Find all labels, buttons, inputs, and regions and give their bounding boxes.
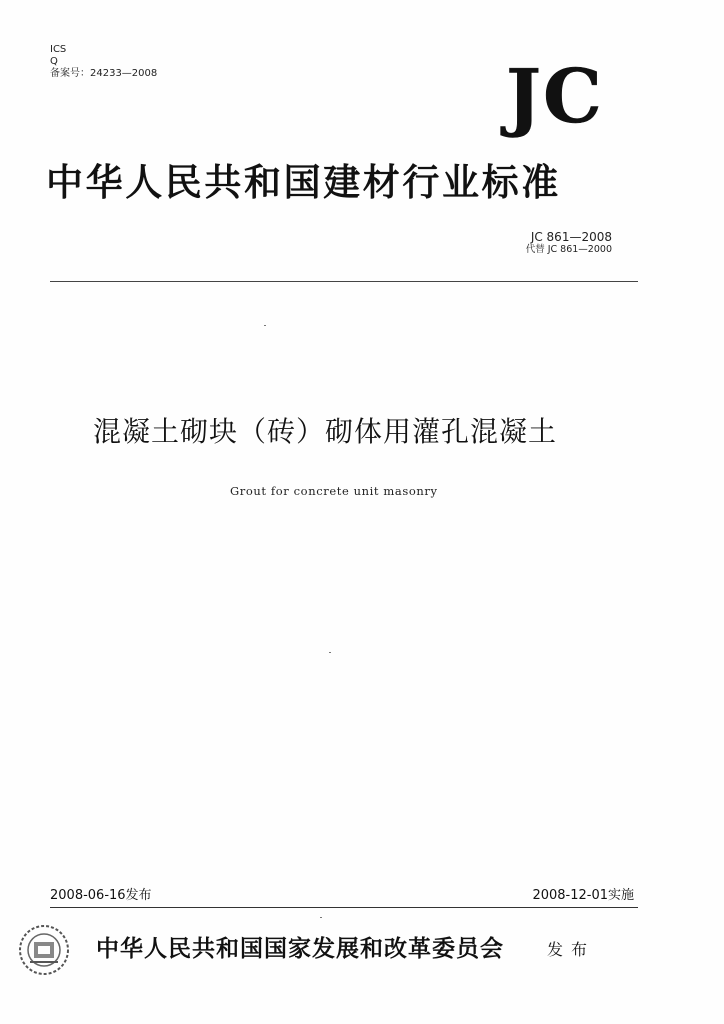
replaces-standard: 代替 JC 861—2000 xyxy=(525,244,612,255)
document-title-chinese: 混凝土砌块（砖）砌体用灌孔混凝土 xyxy=(93,415,558,448)
standard-category-title: 中华人民共和国建材行业标准 xyxy=(46,160,561,204)
issuer-seal-icon xyxy=(16,922,72,978)
record-number: 备案号：24233—2008 xyxy=(50,68,158,79)
document-title-english: Grout for concrete unit masonry xyxy=(230,484,438,498)
bottom-divider xyxy=(50,907,638,908)
scan-speck xyxy=(320,917,322,918)
issuer-publish-label: 发布 xyxy=(547,940,596,959)
jc-logo: JC xyxy=(506,54,604,140)
classification-block xyxy=(50,44,157,80)
implementation-date: 2008-12-01实施 xyxy=(532,888,634,903)
top-divider xyxy=(50,281,638,282)
standard-number: JC 861—2008 xyxy=(530,230,612,244)
q-code: Q xyxy=(50,56,58,67)
standard-number-block xyxy=(526,230,612,256)
ics-code: ICS xyxy=(50,44,67,55)
scan-speck xyxy=(329,652,331,653)
issuing-authority: 中华人民共和国国家发展和改革委员会 xyxy=(96,935,504,962)
issue-date: 2008-06-16发布 xyxy=(50,888,152,903)
scan-speck xyxy=(264,325,266,326)
